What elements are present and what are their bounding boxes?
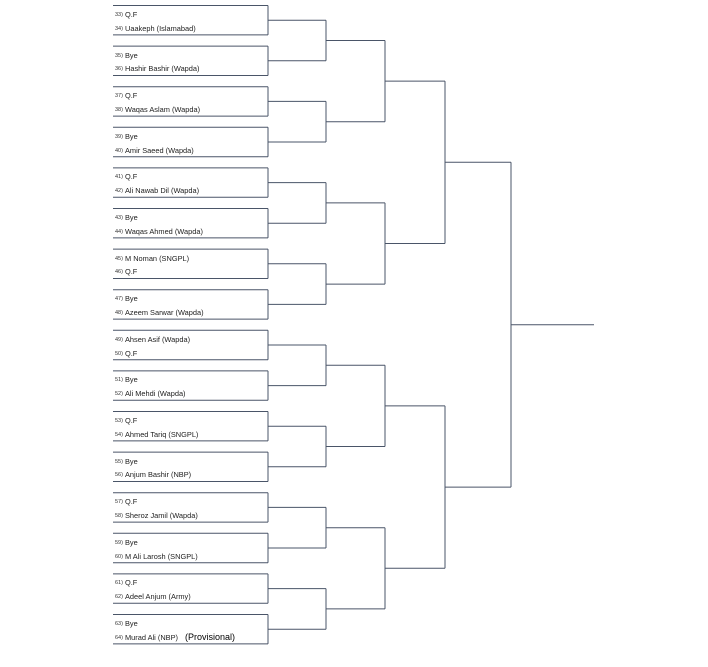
entry-player-name: Q.F [125, 172, 138, 182]
entry-seed-number: 39) [115, 133, 123, 140]
entry-player-name: Ali Mehdi (Wapda) [125, 389, 186, 399]
entry-player-name: Uaakeph (Islamabad) [125, 23, 196, 33]
entry-player-name: M Noman (SNGPL) [125, 253, 190, 263]
entry-seed-number: 34) [115, 25, 123, 32]
entry-seed-number: 36) [115, 66, 123, 73]
entry-player-name: Bye [125, 456, 138, 466]
entry-player-name: Amir Saeed (Wapda) [125, 145, 194, 155]
entry-seed-number: 43) [115, 215, 123, 221]
entry-player-name: Q.F [125, 10, 138, 19]
entry-seed-number: 53) [115, 418, 123, 424]
entry-seed-number: 59) [115, 539, 123, 546]
entry-player-name: Ahmed Tariq (SNGPL) [125, 429, 199, 439]
entry-player-name: Bye [125, 375, 138, 385]
entry-seed-number: 35) [115, 52, 123, 59]
entry-seed-number: 45) [115, 255, 123, 262]
entry-player-name: Sheroz Jamil (Wapda) [125, 510, 198, 520]
entry-player-name: Murad Ali (NBP) [125, 632, 178, 642]
entry-seed-number: 44) [115, 228, 123, 235]
entry-seed-number: 62) [115, 594, 123, 601]
entry-player-name: Anjum Bashir (NBP) [125, 470, 192, 480]
entry-seed-number: 51) [115, 377, 123, 384]
entry-seed-number: 55) [115, 458, 123, 465]
entry-player-name: M Ali Larosh (SNGPL) [125, 551, 198, 561]
entry-seed-number: 52) [115, 391, 123, 398]
entry-player-name: Ahsen Asif (Wapda) [125, 334, 191, 344]
entry-player-name: Q.F [125, 267, 138, 277]
entry-seed-number: 40) [115, 147, 123, 154]
entry-player-name: Q.F [125, 416, 138, 425]
entry-player-name: Q.F [125, 91, 138, 101]
entry-seed-number: 47) [115, 296, 123, 303]
entry-player-name: Hashir Bashir (Wapda) [125, 64, 200, 74]
entry-seed-number: 46) [115, 269, 123, 276]
entry-seed-number: 33) [115, 12, 123, 18]
entry-player-name: Bye [125, 294, 138, 304]
entry-player-name: Bye [125, 619, 138, 628]
entry-seed-number: 56) [115, 472, 123, 479]
entry-player-name: Bye [125, 131, 138, 141]
entry-player-name: Adeel Anjum (Army) [125, 592, 191, 602]
entry-seed-number: 42) [115, 188, 123, 195]
entry-seed-number: 50) [115, 350, 123, 357]
entry-player-name: Q.F [125, 348, 138, 358]
entry-seed-number: 57) [115, 499, 123, 506]
entry-seed-number: 61) [115, 580, 123, 587]
entry-player-name: Q.F [125, 578, 138, 588]
entry-player-name: Ali Nawab Dil (Wapda) [125, 186, 200, 196]
entry-seed-number: 54) [115, 431, 123, 438]
entry-player-name: Q.F [125, 497, 138, 507]
entry-player-name: Azeem Sarwar (Wapda) [125, 307, 204, 317]
entry-player-name: Bye [125, 50, 138, 60]
entry-player-name: Bye [125, 537, 138, 547]
entry-note: (Provisional) [185, 631, 236, 642]
entry-seed-number: 38) [115, 106, 123, 113]
entry-seed-number: 41) [115, 174, 123, 181]
entry-seed-number: 37) [115, 93, 123, 100]
entry-player-name: Waqas Aslam (Wapda) [125, 104, 201, 114]
entry-player-name: Waqas Ahmed (Wapda) [125, 226, 203, 236]
entry-seed-number: 60) [115, 553, 123, 560]
entry-seed-number: 49) [115, 336, 123, 343]
entry-seed-number: 63) [115, 621, 123, 627]
entry-seed-number: 48) [115, 309, 123, 316]
entry-player-name: Bye [125, 213, 138, 222]
entry-seed-number: 64) [115, 634, 123, 641]
entry-seed-number: 58) [115, 512, 123, 519]
